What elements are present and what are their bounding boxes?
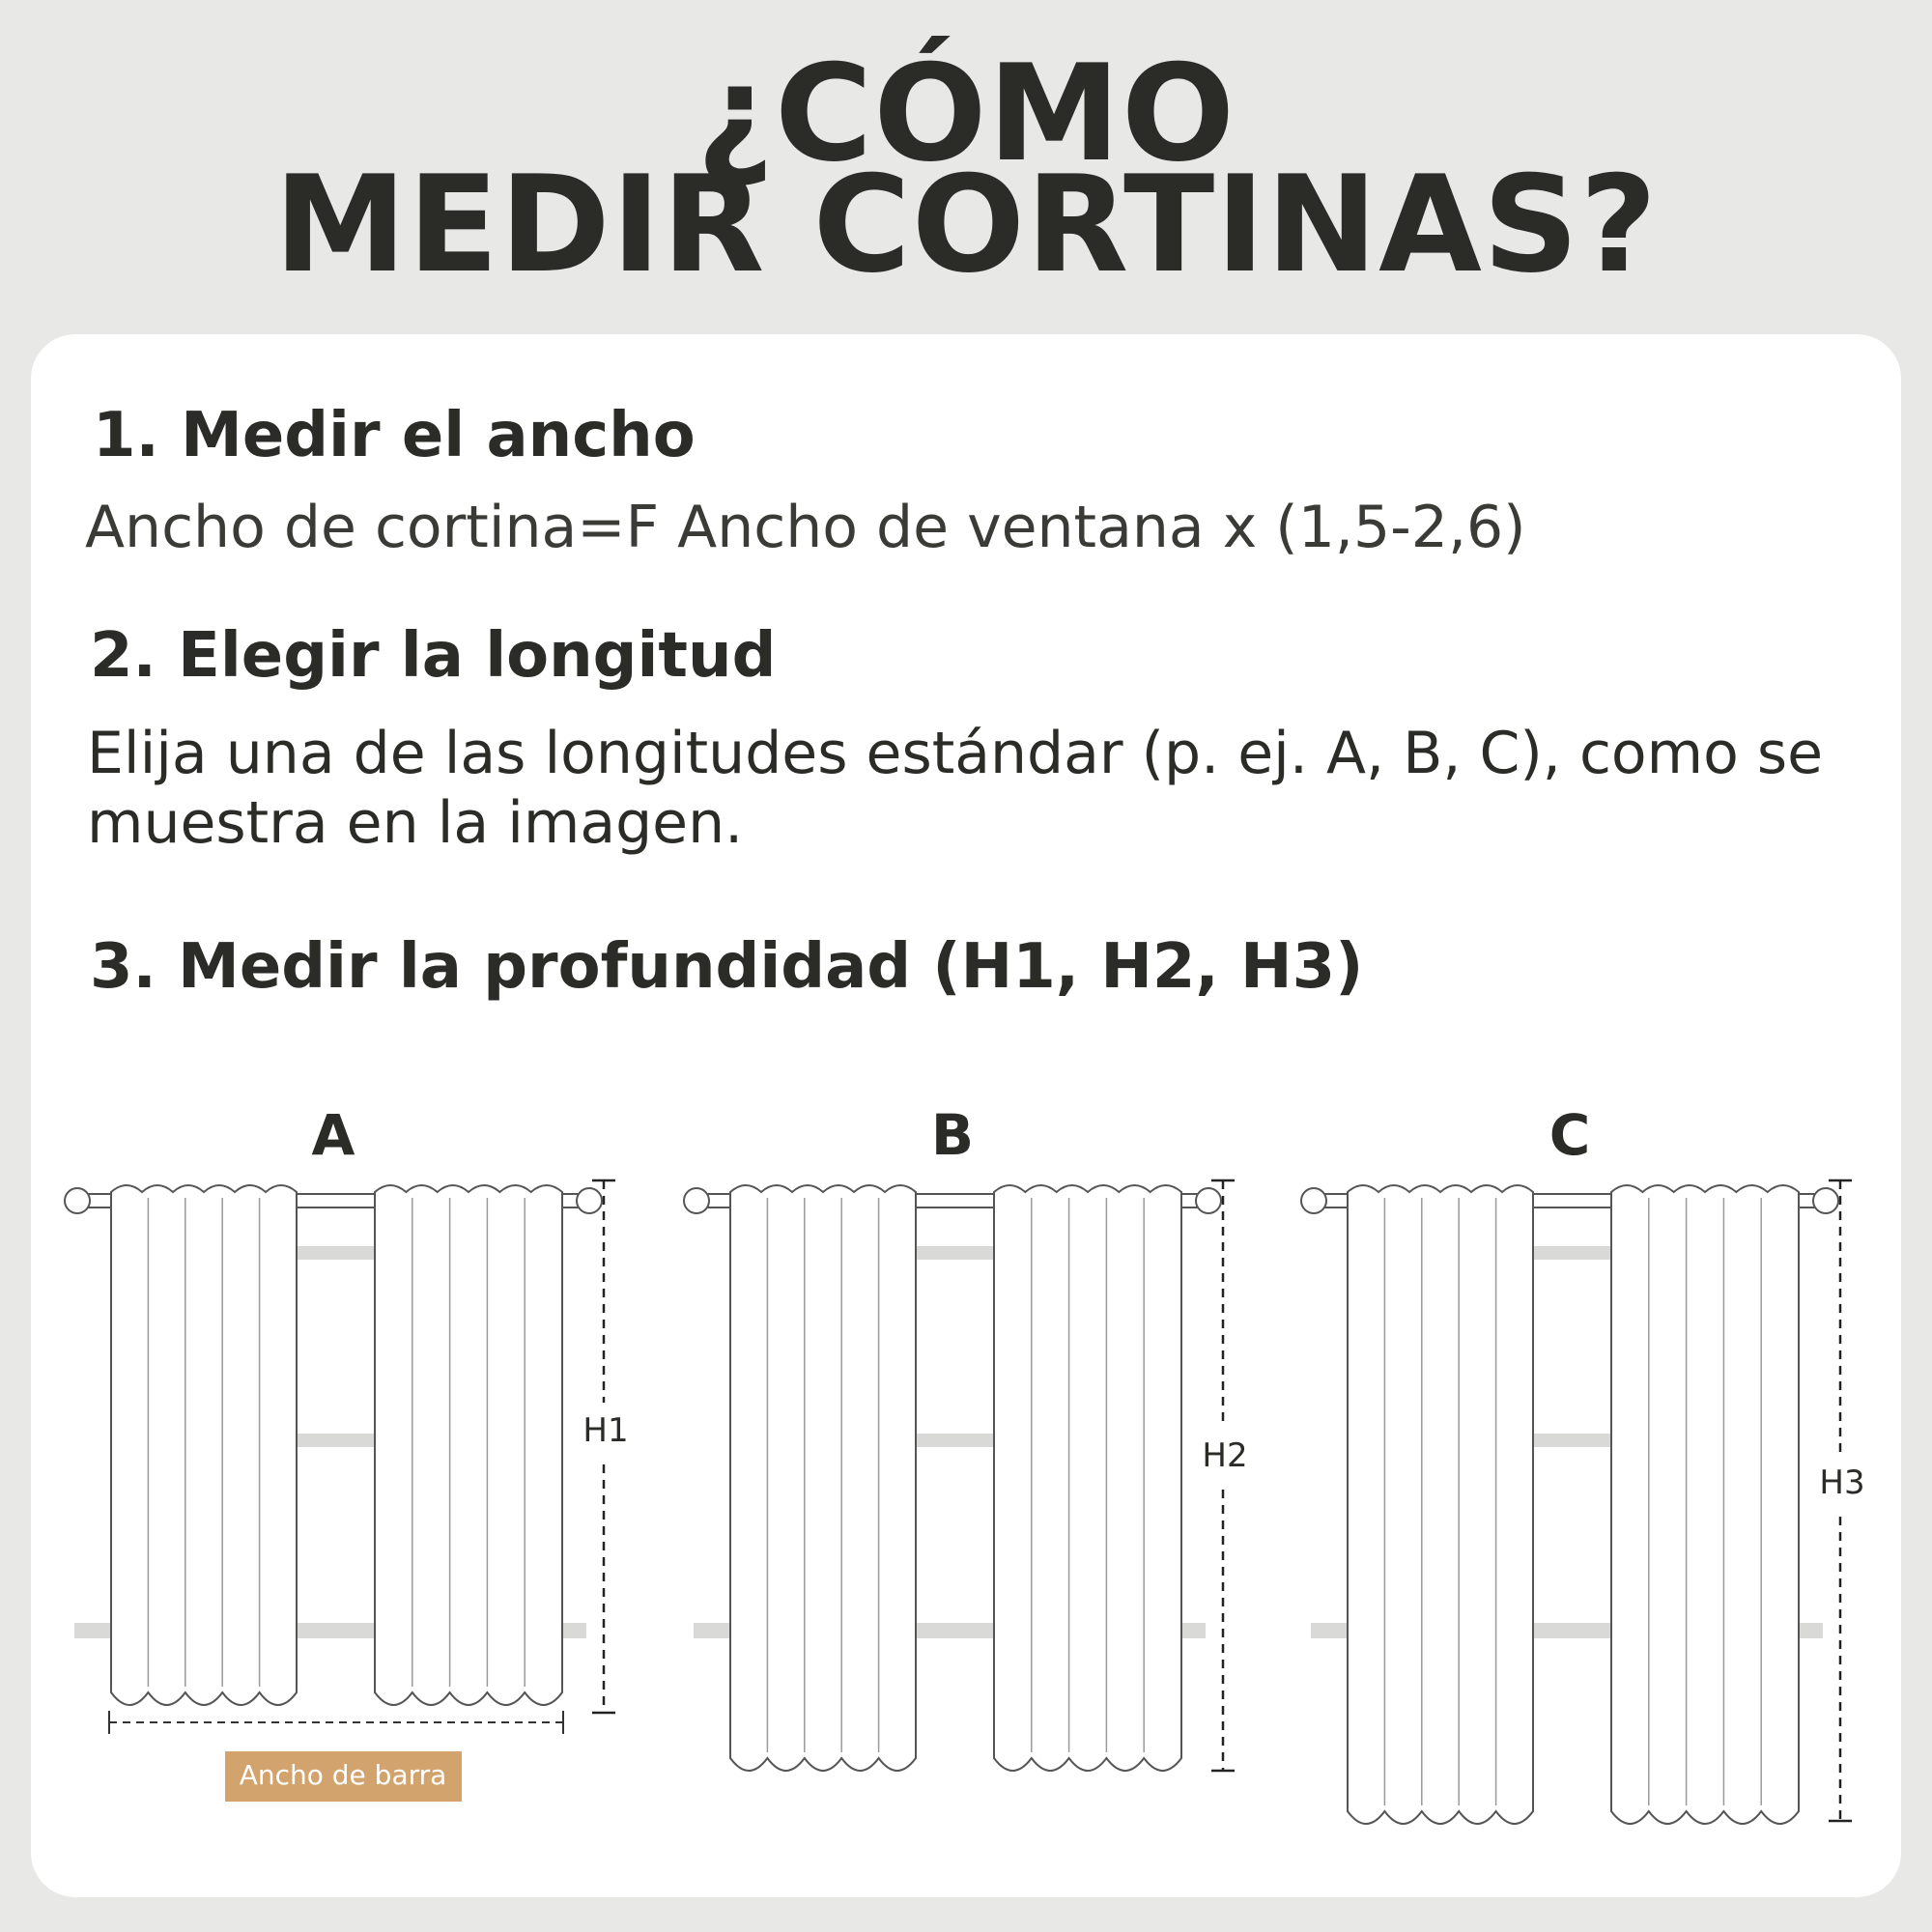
panel-letter-a: A xyxy=(311,1102,355,1168)
title-line-1: ¿CÓMO xyxy=(696,36,1236,191)
rod-finial-right xyxy=(577,1188,602,1213)
curtain-left xyxy=(1348,1185,1533,1824)
step-2-text: Elija una de las longitudes estándar (p. ej. A, B, C), como se muestra en la imagen. xyxy=(87,720,1824,857)
curtain-right xyxy=(1611,1185,1799,1824)
rod-finial-right xyxy=(1196,1188,1221,1213)
rod-finial-right xyxy=(1813,1188,1838,1213)
panel-letter-b: B xyxy=(930,1102,975,1168)
height-label-h3: H3 xyxy=(1819,1463,1865,1502)
step-2-heading: 2. Elegir la longitud xyxy=(90,620,777,692)
height-label-h1: H1 xyxy=(582,1411,629,1450)
step-1-heading: 1. Medir el ancho xyxy=(93,400,696,471)
height-label-h2: H2 xyxy=(1202,1436,1248,1475)
rod-finial-left xyxy=(65,1188,90,1213)
curtain-right xyxy=(994,1185,1181,1771)
curtain-panel-a xyxy=(65,1102,629,1713)
rod-finial-left xyxy=(1301,1188,1326,1213)
title-line-2: MEDIR CORTINAS? xyxy=(273,147,1659,302)
step-3-heading: 3. Medir la profundidad (H1, H2, H3) xyxy=(90,931,1364,1003)
curtain-panel-b xyxy=(684,1102,1248,1771)
curtain-right xyxy=(375,1185,562,1705)
curtain-left xyxy=(111,1185,297,1705)
rod-width-label: Ancho de barra xyxy=(239,1759,447,1791)
panel-letter-c: C xyxy=(1548,1102,1591,1168)
curtain-left xyxy=(730,1185,916,1771)
rod-finial-left xyxy=(684,1188,709,1213)
curtain-panel-c xyxy=(1301,1102,1865,1824)
step-1-text: Ancho de cortina=F Ancho de ventana x (1,5-2,6) xyxy=(85,494,1526,561)
rod-width-measurement xyxy=(109,1711,563,1802)
